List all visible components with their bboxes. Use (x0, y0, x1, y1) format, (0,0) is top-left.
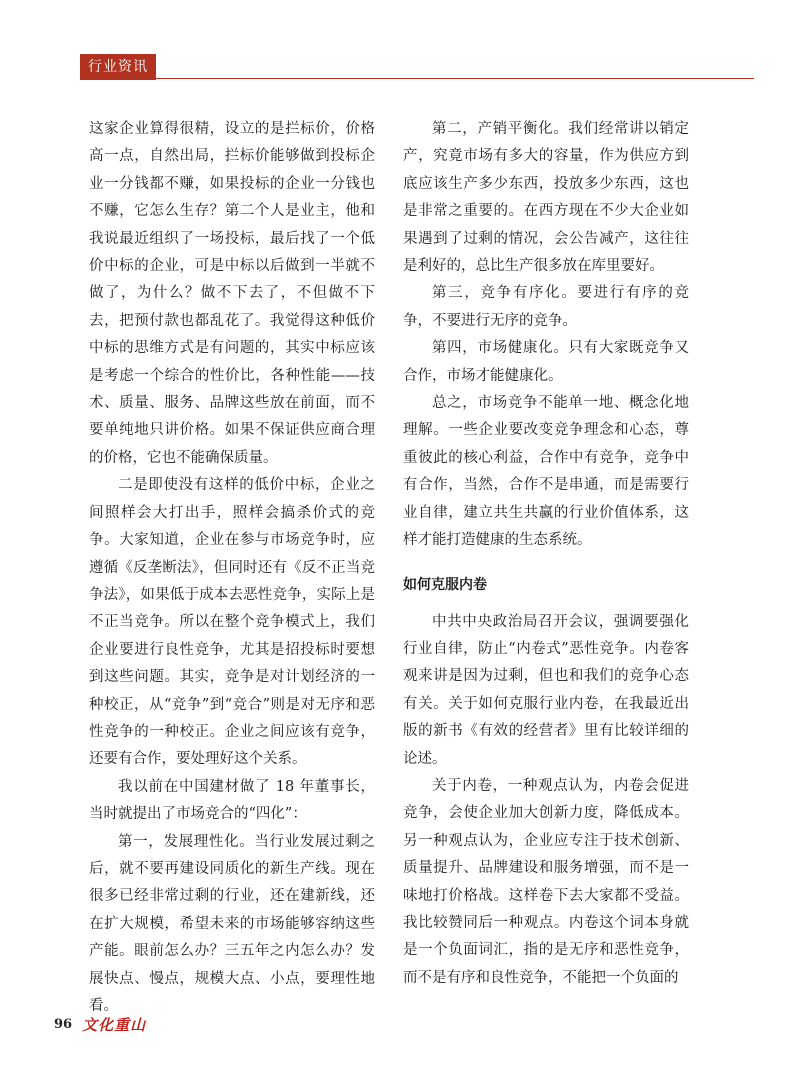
section-subheading: 如何克服内卷 (403, 576, 487, 593)
page-number: 96 (54, 1017, 73, 1032)
left-paragraph-2: 二是即使没有这样的低价中标，企业之间照样会大打出手，照样会搞杀价式的竞争。大家知道，企业在参与市场竞争时，应遵循《反垄断法》，但同时还有《反不正当竞争法》，如果低于成本去恶性竞争，实际上是不正当竞争。所以在整个竞争模式上，我们企业要进行良性竞争，尤其是招投标时要想到这些问题。其实，竞争是对计划经济的一种校正，从“竞争”到“竞合”则是对无序和恶性竞争的一种校正。企业之间应该有竞争，还要有合作，要处理好这个关系。 (89, 477, 375, 768)
section-tag: 行业资讯 (80, 54, 156, 80)
right-paragraph-5: 中共中央政治局召开会议，强调要强化行业自律，防止“内卷式”恶性竞争。内卷客观来讲是因为过剩，但也和我们的竞争心态有关。关于如何克服行业内卷，在我最近出版的新书《有效的经营者》里有比较详细的论述。 (403, 613, 689, 767)
right-paragraph-4: 总之，市场竞争不能单一地、概念化地理解。一些企业要改变竞争理念和心态，尊重彼此的核心利益，合作中有竞争，竞争中有合作，当然，合作不是串通，而是需要行业自律，建立共生共赢的行业价值体系，这样才能打造健康的生态系统。 (403, 395, 689, 549)
left-paragraph-1: 这家企业算得很精，设立的是拦标价，价格高一点，自然出局，拦标价能够做到投标企业一分钱都不赚，如果投标的企业一分钱也不赚，它怎么生存？第二个人是业主，他和我说最近组织了一场投标，最后找了一个低价中标的企业，可是中标以后做到一半就不做了，为什么？做不下去了，不但做不下去，把预付款也都乱花了。我觉得这种低价中标的思维方式是有问题的，其实中标应该是考虑一个综合的性价比，各种性能——技术、质量、服务、品牌这些放在前面，而不要单纯地只讲价格。如果不保证供应商合理的价格，它也不能确保质量。 (89, 121, 375, 466)
left-column (89, 116, 375, 1020)
page-footer (54, 1014, 146, 1035)
right-paragraph-6: 关于内卷，一种观点认为，内卷会促进竞争，会使企业加大创新力度，降低成本。另一种观点认为，企业应专注于技术创新、质量提升、品牌建设和服务增强，而不是一味地打价格战。这样卷下去大家都不受益。我比较赞同后一种观点。内卷这个词本身就是一个负面词汇，指的是无序和恶性竞争，而不是有序和良性竞争，不能把一个负面的 (403, 777, 689, 986)
left-paragraph-3: 我以前在中国建材做了 18 年董事长，当时就提出了市场竞合的“四化”： (89, 778, 375, 823)
brand-logo: 文化重山 (82, 1016, 147, 1034)
right-paragraph-2: 第三，竞争有序化。要进行有序的竞争，不要进行无序的竞争。 (403, 285, 689, 329)
right-paragraph-3: 第四，市场健康化。只有大家既竞争又合作，市场才能健康化。 (403, 340, 689, 384)
right-paragraph-1: 第二，产销平衡化。我们经常讲以销定产，究竟市场有多大的容量，作为供应方到底应该生产多少东西，投放多少东西，这也是非常之重要的。在西方现在不少大企业如果遇到了过剩的情况，会公告减产，这往往是利好的，总比生产很多放在库里要好。 (403, 121, 689, 275)
header-rule (156, 78, 754, 79)
right-column (403, 116, 689, 992)
left-paragraph-4: 第一，发展理性化。当行业发展过剩之后，就不要再建设同质化的新生产线。现在很多已经非常过剩的行业，还在建新线，还在扩大规模，希望未来的市场能够容纳这些产能。眼前怎么办？三五年之内怎么办？发展快点、慢点，规模大点、小点，要理性地看。 (89, 833, 375, 1014)
